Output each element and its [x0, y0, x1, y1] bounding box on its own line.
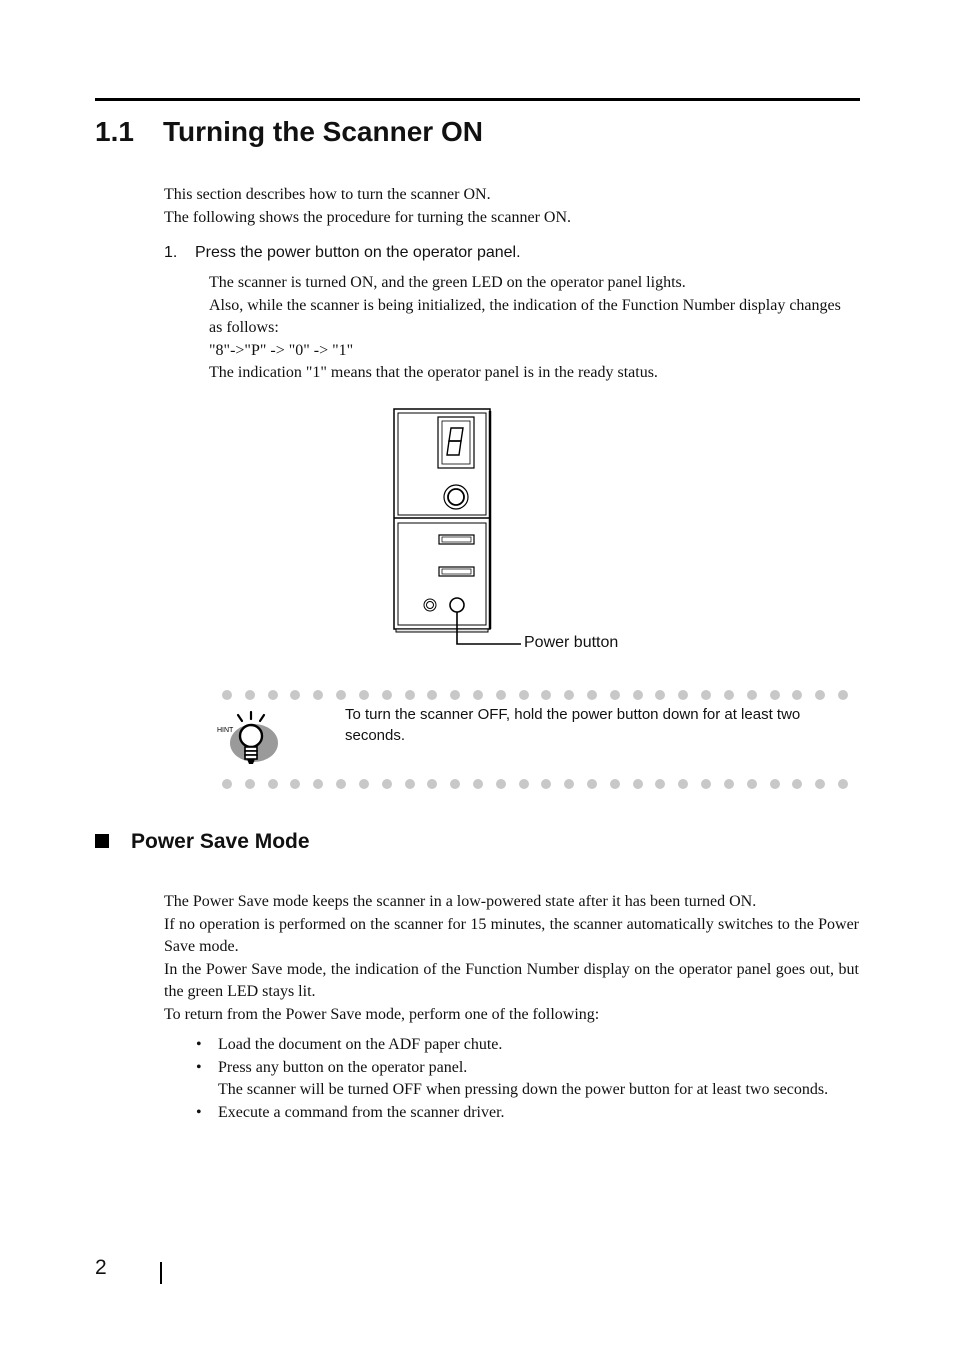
function-number-display: [438, 417, 474, 468]
step-text: Press the power button on the operator panel.: [195, 244, 521, 261]
power-button: [450, 598, 464, 612]
power-save-paragraph: In the Power Save mode, the indication of the Function Number display on the operator panel goes out, but the green LED stays lit.: [164, 960, 859, 1000]
list-item-text: • Press any button on the operator panel.: [218, 1058, 468, 1076]
intro-paragraph: [164, 184, 854, 229]
step-1-description: [209, 272, 857, 385]
hint-icon-label: HINT: [217, 727, 234, 734]
list-item-note: The scanner will be turned OFF when pressing down the power button for at least two seconds.: [218, 1081, 829, 1098]
step-number: 1.: [164, 244, 178, 261]
intro-line: This section describes how to turn the scanner ON.: [164, 186, 491, 203]
power-save-paragraphs: [164, 891, 859, 1026]
power-button-callout: Power button: [524, 634, 619, 651]
section-heading: [95, 116, 483, 148]
hint-text: To turn the scanner OFF, hold the power button down for at least two seconds.: [345, 706, 801, 744]
intro-line: The following shows the procedure for turning the scanner ON.: [164, 208, 571, 226]
power-save-heading: [95, 830, 310, 854]
step-description-line: The indication "1" means that the operator panel is in the ready status.: [209, 364, 658, 381]
power-save-bullet-list: [194, 1034, 854, 1124]
power-save-paragraph: The Power Save mode keeps the scanner in a low-powered state after it has been turned ON.: [164, 893, 757, 910]
list-item: [194, 1034, 854, 1057]
operator-panel-illustration: [390, 406, 630, 656]
list-item: [194, 1102, 854, 1125]
footer-divider: [160, 1262, 162, 1284]
section-top-rule: [95, 98, 860, 101]
list-item: [194, 1057, 854, 1102]
step-description-line: The scanner is turned ON, and the green LED on the operator panel lights.: [209, 274, 686, 291]
display-sequence: "8"->"P" -> "0" -> "1": [209, 341, 354, 359]
panel-buttons: [439, 535, 474, 576]
hint-bottom-divider: [222, 779, 848, 791]
power-save-paragraph: If no operation is performed on the scanner for 15 minutes, the scanner automatically switches to the Power Save mode.: [164, 915, 859, 955]
page-number: 2: [95, 1256, 107, 1279]
step-1: [164, 242, 521, 265]
list-item-text: Execute a command from the scanner driver.: [218, 1103, 505, 1121]
step-description-line: Also, while the scanner is being initialized, the indication of the Function Number display changes as follows:: [209, 296, 841, 336]
section-title: Turning the Scanner ON: [163, 116, 483, 147]
hint-lightbulb-icon: [214, 710, 284, 772]
hint-top-divider: [222, 690, 848, 702]
section-number: 1.1: [95, 116, 134, 147]
heading-square-bullet: [95, 834, 109, 848]
power-save-title: Power Save Mode: [131, 830, 310, 853]
green-led: [424, 599, 436, 611]
list-item-text: Load the document on the ADF paper chute.: [218, 1036, 503, 1053]
panel-top-button: [444, 485, 468, 509]
power-save-paragraph: To return from the Power Save mode, perform one of the following:: [164, 1005, 600, 1023]
